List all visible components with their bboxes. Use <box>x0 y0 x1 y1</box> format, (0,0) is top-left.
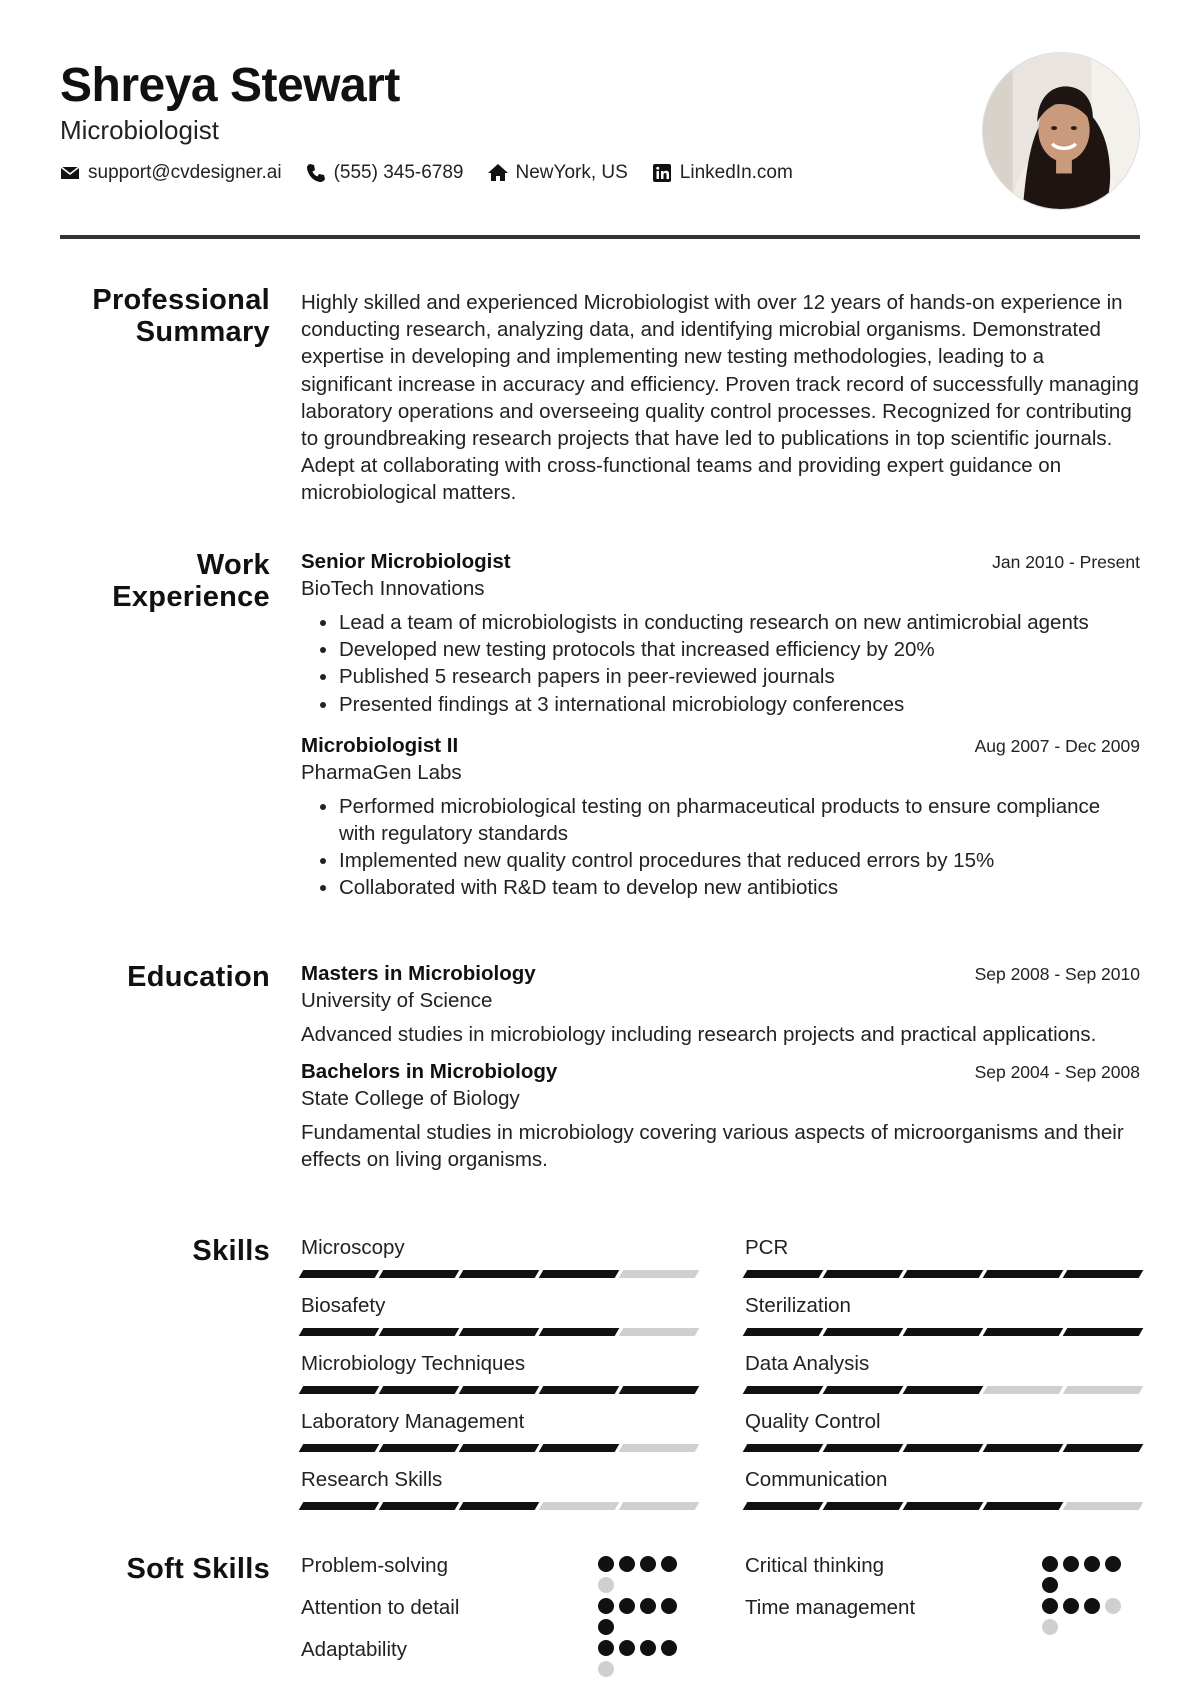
degree-title: Bachelors in Microbiology <box>301 1060 558 1084</box>
education-entry <box>301 1060 1140 1173</box>
skill-level-segment <box>539 1502 620 1510</box>
rating-dot <box>598 1556 614 1572</box>
job-bullet: • Presented findings at 3 international microbiology conferences <box>339 691 1140 718</box>
rating-dot <box>661 1556 677 1572</box>
school-name: State College of Biology <box>301 1087 520 1111</box>
skill-level-segment <box>379 1270 460 1278</box>
job-bullets <box>301 609 1140 718</box>
skill-level-segment <box>619 1502 700 1510</box>
skill-level-segment <box>539 1444 620 1452</box>
skill-level-segment <box>619 1386 700 1394</box>
rating-dot <box>1105 1598 1121 1614</box>
education-date: Sep 2004 - Sep 2008 <box>974 1062 1140 1083</box>
soft-skills-grid <box>301 1554 1140 1680</box>
job-bullet: • Developed new testing protocols that increased efficiency by 20% <box>339 636 1140 663</box>
skill-level-segment <box>903 1502 984 1510</box>
soft-skill-rating <box>598 1598 688 1635</box>
soft-skill-rating <box>598 1640 688 1677</box>
skill-name: Biosafety <box>301 1294 386 1317</box>
rating-dot <box>598 1619 614 1635</box>
rating-dot <box>1063 1598 1079 1614</box>
summary-section <box>60 285 1140 515</box>
education-description: Advanced studies in microbiology including research projects and practical applications. <box>301 1023 1097 1046</box>
rating-dot <box>1042 1619 1058 1635</box>
skills-grid <box>301 1236 1140 1514</box>
education-date: Sep 2008 - Sep 2010 <box>974 964 1140 984</box>
rating-dot <box>598 1661 614 1677</box>
skill-level-segment <box>743 1502 824 1510</box>
job-date: Aug 2007 - Dec 2009 <box>974 735 1140 756</box>
rating-dot <box>1063 1556 1079 1572</box>
skill-level-segment <box>983 1502 1064 1510</box>
skill-level-bar <box>745 1328 1145 1336</box>
job-company: PharmaGen Labs <box>301 760 462 784</box>
rating-dot <box>619 1598 635 1614</box>
skill-item <box>745 1294 1145 1340</box>
skill-level-segment <box>743 1386 824 1394</box>
skill-item <box>745 1352 1145 1398</box>
phone-icon <box>306 163 326 183</box>
job-company: BioTech Innovations <box>301 577 485 600</box>
rating-dot <box>640 1556 656 1572</box>
skill-level-segment <box>619 1270 700 1278</box>
rating-dot <box>1042 1577 1058 1593</box>
contact-email[interactable] <box>60 162 282 184</box>
contact-location-text: NewYork, US <box>515 162 628 184</box>
skill-item <box>301 1294 701 1340</box>
skill-item <box>745 1410 1145 1456</box>
soft-skill-name: Problem-solving <box>301 1554 448 1577</box>
skill-level-segment <box>299 1502 380 1510</box>
contact-row <box>60 162 1140 184</box>
candidate-name: Shreya Stewart <box>60 59 400 112</box>
rating-dot <box>1105 1556 1121 1572</box>
rating-dot <box>598 1640 614 1656</box>
skill-item <box>301 1468 701 1514</box>
job-bullets <box>301 793 1140 902</box>
skill-level-bar <box>301 1444 701 1452</box>
contact-phone-text: (555) 345-6789 <box>333 162 464 184</box>
summary-text: Highly skilled and experienced Microbiologist with over 12 years of hands-on experience in conducting research, analyzing data, and identifying microbial organisms. Demonstrated expertise in developing and implementing new testing methodologies, leading to a significant increase in accuracy and efficiency. Proven track record of successfully managing laboratory operations and overseeing quality control processes. Recognized for contributing to groundbreaking research projects that have led to publications in top scientific journals. Adept at collaborating with cross-functional teams and providing expert guidance on microbiological matters. <box>301 291 1139 505</box>
skill-level-segment <box>539 1386 620 1394</box>
degree-title: Masters in Microbiology <box>301 962 536 985</box>
soft-skill-name: Attention to detail <box>301 1596 460 1619</box>
skills-heading: Skills <box>192 1235 270 1267</box>
education-description: Fundamental studies in microbiology covering various aspects of microorganisms and their effects on living organisms. <box>301 1121 1124 1172</box>
skill-level-segment <box>299 1444 380 1452</box>
skill-item <box>745 1468 1145 1514</box>
rating-dot <box>598 1577 614 1593</box>
skill-level-segment <box>903 1270 984 1278</box>
skill-level-segment <box>743 1328 824 1336</box>
school-name: University of Science <box>301 989 493 1012</box>
rating-dot <box>661 1598 677 1614</box>
skill-item <box>301 1236 701 1282</box>
skill-name: Microbiology Techniques <box>301 1352 526 1375</box>
job-bullet: • Published 5 research papers in peer-reviewed journals <box>339 663 1140 690</box>
skill-level-segment <box>459 1444 540 1452</box>
skill-level-segment <box>903 1328 984 1336</box>
skill-level-segment <box>299 1386 380 1394</box>
job-bullet: • Lead a team of microbiologists in conducting research on new antimicrobial agents <box>339 609 1140 636</box>
skill-level-segment <box>459 1270 540 1278</box>
skill-level-segment <box>539 1270 620 1278</box>
rating-dot <box>661 1640 677 1656</box>
skill-level-segment <box>1063 1386 1144 1394</box>
job-bullet: • Collaborated with R&D team to develop new antibiotics <box>339 874 1140 901</box>
skill-level-segment <box>299 1328 380 1336</box>
job-bullet: • Implemented new quality control procedures that reduced errors by 15% <box>339 847 1140 874</box>
skill-name: Communication <box>745 1468 888 1491</box>
summary-heading <box>60 285 270 349</box>
rating-dot <box>1084 1556 1100 1572</box>
skill-level-segment <box>619 1328 700 1336</box>
skill-level-bar <box>301 1502 701 1510</box>
skill-level-bar <box>745 1444 1145 1452</box>
job-bullet: • Performed microbiological testing on pharmaceutical products to ensure compliance with regulatory standards <box>339 793 1140 847</box>
skill-level-segment <box>459 1328 540 1336</box>
skill-level-segment <box>823 1386 904 1394</box>
skill-level-segment <box>983 1444 1064 1452</box>
skill-level-segment <box>379 1386 460 1394</box>
experience-section <box>60 550 1140 920</box>
skill-level-bar <box>301 1386 701 1394</box>
contact-linkedin-text: LinkedIn.com <box>679 162 793 184</box>
skill-level-segment <box>539 1328 620 1336</box>
contact-linkedin[interactable] <box>652 162 793 184</box>
job-title: Microbiologist II <box>301 733 459 757</box>
skill-item <box>745 1236 1145 1282</box>
skill-level-segment <box>1063 1502 1144 1510</box>
soft-skill-item <box>301 1638 701 1680</box>
skill-level-segment <box>743 1270 824 1278</box>
soft-skill-name: Critical thinking <box>745 1554 884 1577</box>
rating-dot <box>1042 1598 1058 1614</box>
skill-name: Research Skills <box>301 1468 443 1491</box>
rating-dot <box>1042 1556 1058 1572</box>
skill-name: Sterilization <box>745 1294 851 1317</box>
header-divider <box>60 235 1140 239</box>
skill-level-segment <box>379 1444 460 1452</box>
skill-level-segment <box>379 1502 460 1510</box>
envelope-icon <box>60 163 80 183</box>
skill-level-segment <box>823 1270 904 1278</box>
resume-header <box>60 58 1140 238</box>
soft-skill-item <box>745 1554 1145 1596</box>
education-entry <box>301 962 1140 1048</box>
soft-skill-item <box>745 1596 1145 1638</box>
skill-name: PCR <box>745 1236 789 1259</box>
skill-level-bar <box>301 1270 701 1278</box>
rating-dot <box>598 1598 614 1614</box>
rating-dot <box>1084 1598 1100 1614</box>
portrait-image <box>983 53 1140 210</box>
skill-level-segment <box>823 1444 904 1452</box>
contact-location <box>488 162 628 184</box>
skill-item <box>301 1352 701 1398</box>
experience-heading <box>60 550 270 614</box>
skill-name: Data Analysis <box>745 1352 870 1375</box>
skill-level-segment <box>903 1386 984 1394</box>
education-section <box>60 962 1140 1182</box>
soft-skill-name: Time management <box>745 1596 916 1619</box>
soft-skill-rating <box>1042 1556 1132 1593</box>
soft-skill-item <box>301 1554 701 1596</box>
skill-name: Microscopy <box>301 1236 405 1259</box>
skill-level-segment <box>1063 1270 1144 1278</box>
skill-level-segment <box>459 1502 540 1510</box>
education-heading: Education <box>127 961 270 993</box>
skill-level-segment <box>983 1270 1064 1278</box>
skill-level-segment <box>903 1444 984 1452</box>
skill-level-bar <box>745 1270 1145 1278</box>
skill-level-bar <box>745 1386 1145 1394</box>
soft-skill-rating <box>598 1556 688 1593</box>
skill-level-segment <box>459 1386 540 1394</box>
job-entry <box>301 734 1140 902</box>
job-title: Senior Microbiologist <box>301 550 511 573</box>
skill-level-segment <box>743 1444 824 1452</box>
linkedin-icon <box>652 163 672 183</box>
skill-name: Laboratory Management <box>301 1410 525 1433</box>
experience-heading-line1: Work <box>196 549 270 581</box>
job-date: Jan 2010 - Present <box>992 552 1140 572</box>
skill-level-bar <box>745 1502 1145 1510</box>
job-entry <box>301 550 1140 718</box>
rating-dot <box>640 1640 656 1656</box>
skill-item <box>301 1410 701 1456</box>
contact-email-text: support@cvdesigner.ai <box>88 162 282 184</box>
skill-level-segment <box>983 1328 1064 1336</box>
skill-level-segment <box>823 1502 904 1510</box>
skill-level-segment <box>379 1328 460 1336</box>
skill-level-bar <box>301 1328 701 1336</box>
soft-skill-rating <box>1042 1598 1132 1635</box>
summary-heading-line1: Professional <box>92 284 270 316</box>
home-icon <box>488 163 508 183</box>
profile-photo <box>982 52 1140 210</box>
skills-section <box>60 1236 1140 1526</box>
skill-level-segment <box>1063 1328 1144 1336</box>
skill-level-segment <box>1063 1444 1144 1452</box>
rating-dot <box>640 1598 656 1614</box>
contact-phone[interactable] <box>306 162 464 184</box>
soft-skill-item <box>301 1596 701 1638</box>
soft-skills-heading: Soft Skills <box>126 1553 270 1585</box>
soft-skill-name: Adaptability <box>301 1638 407 1661</box>
experience-heading-line2: Experience <box>112 580 270 613</box>
summary-heading-line2: Summary <box>135 315 270 348</box>
skill-level-segment <box>299 1270 380 1278</box>
rating-dot <box>619 1556 635 1572</box>
skill-name: Quality Control <box>745 1410 881 1433</box>
skill-level-segment <box>983 1386 1064 1394</box>
skill-level-segment <box>823 1328 904 1336</box>
candidate-title: Microbiologist <box>60 115 219 146</box>
soft-skills-section <box>60 1554 1140 1674</box>
rating-dot <box>619 1640 635 1656</box>
skill-level-segment <box>619 1444 700 1452</box>
